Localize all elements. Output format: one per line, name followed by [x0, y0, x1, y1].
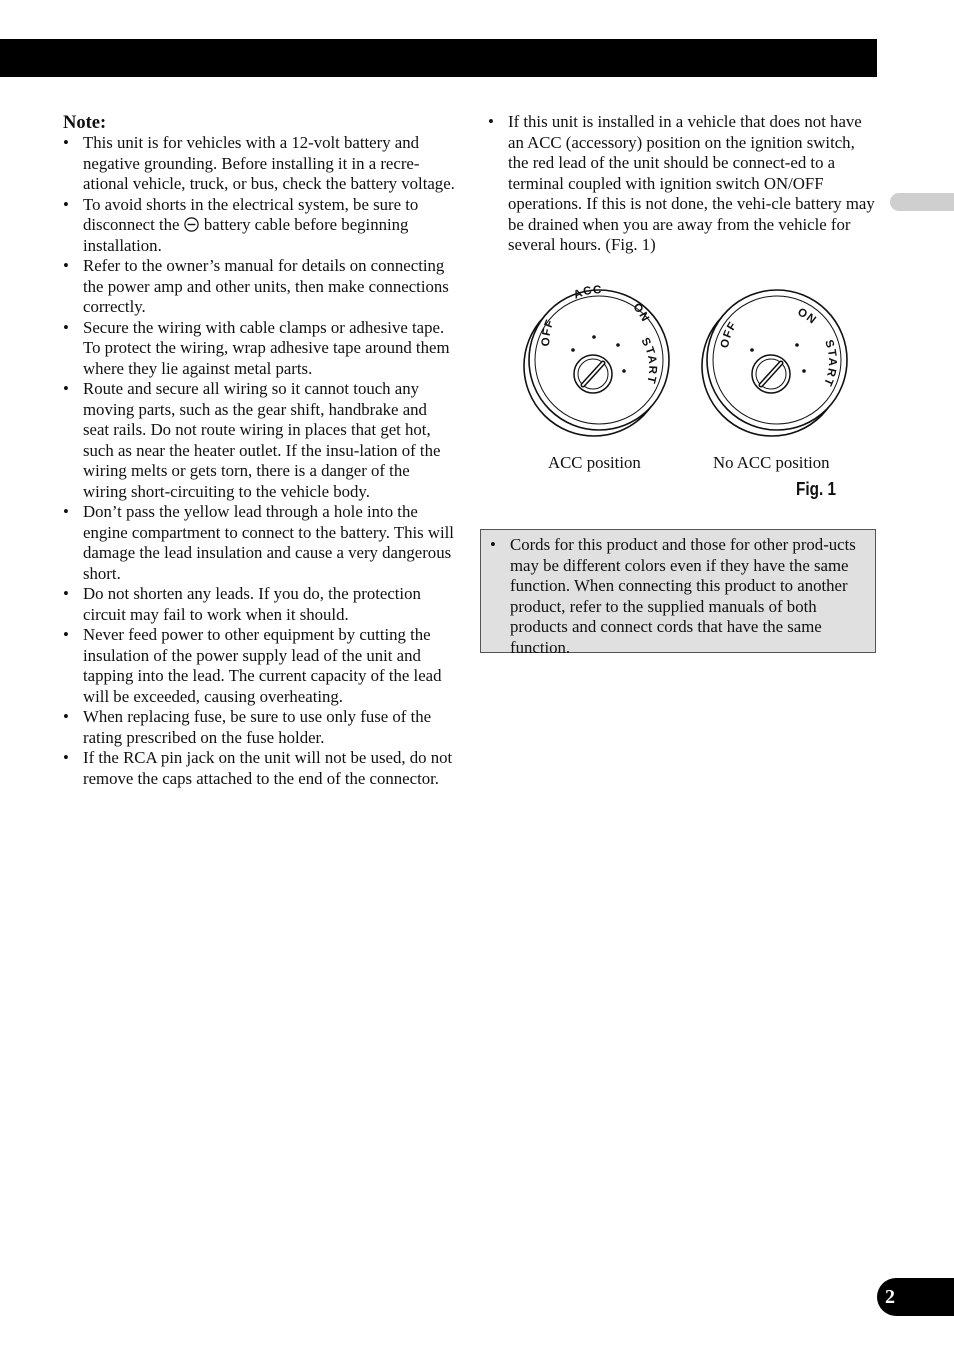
note-list [63, 133, 455, 789]
list-item: • When replacing fuse, be sure to use only fuse of the rating prescribed on the fuse holder. [63, 707, 432, 747]
switch-label-off: OFF [540, 317, 557, 347]
switch-label-start: START [638, 335, 659, 386]
list-item: • If the RCA pin jack on the unit will not be used, do not remove the caps attached to the end of the connector. [63, 748, 453, 788]
note-box [480, 529, 876, 657]
caption-acc-position: ACC position [548, 453, 641, 472]
list-item: • Secure the wiring with cable clamps or adhesive tape. To protect the wiring, wrap adhesive tape around them where they lie against metal parts. [63, 317, 450, 378]
list-item: • This unit is for vehicles with a 12-volt battery and negative grounding. Before installing it in a recre-ational vehicle, truck, or bus, check the battery voltage. [63, 133, 455, 193]
acc-ignition-switch [524, 285, 669, 436]
list-item: • Don’t pass the yellow lead through a hole into the engine compartment to connect to the battery. This will damage the lead insulation and cause a very dangerous short. [63, 502, 454, 583]
switch-label-on: ON [795, 306, 819, 327]
list-item: • Cords for this product and those for other prod-ucts may be different colors even if they have the same function. When connecting this product to another product, refer to the supplied manuals of both products and connect cords that have the same function. [490, 535, 856, 657]
switch-label-acc: ACC [571, 285, 603, 302]
switch-label-off: OFF [719, 319, 740, 350]
no-acc-ignition-switch [702, 290, 847, 436]
page-number: 2 [877, 1278, 954, 1316]
list-item: • Refer to the owner’s manual for details on connecting the power amp and other units, then make connections correctly. [63, 256, 449, 316]
switch-label-start: START [820, 338, 839, 389]
note-heading: Note: [63, 113, 107, 133]
list-item: • If this unit is installed in a vehicle that does not have an ACC (accessory) position on the ignition switch, the red lead of the unit should be connect-ed to a terminal coupled with ignition switch ON/OFF operations. If this is not done, the vehi-cle battery may be drained when you are away from the vehicle for several hours. (Fig. 1) [488, 112, 875, 254]
header-bar [0, 39, 877, 77]
figure-label: Fig. 1 [796, 479, 836, 499]
list-item: • Never feed power to other equipment by cutting the insulation of the power supply lead of the unit and tapping into the lead. The current capacity of the lead will be exceeded, causing overheating. [63, 625, 442, 706]
list-item: • Do not shorten any leads. If you do, the protection circuit may fail to work when it should. [63, 584, 421, 624]
right-column [488, 112, 878, 256]
section-tab [890, 193, 954, 211]
list-item: • To avoid shorts in the electrical system, be sure to disconnect the battery cable before beginning installation. [63, 194, 419, 255]
ignition-switch-illustration [520, 285, 860, 445]
negative-terminal-icon [184, 217, 199, 232]
switch-label-on: ON [630, 301, 652, 325]
caption-no-acc-position: No ACC position [713, 453, 830, 472]
figure-ignition-switches [520, 285, 860, 507]
left-column [63, 112, 455, 789]
list-item: • Route and secure all wiring so it cannot touch any moving parts, such as the gear shift, handbrake and seat rails. Do not route wiring in places that get hot, such as near the heater outlet. If the insu-lation of the wiring melts or gets torn, there is a danger of the wiring short-circuiting to the vehicle body. [63, 379, 441, 501]
